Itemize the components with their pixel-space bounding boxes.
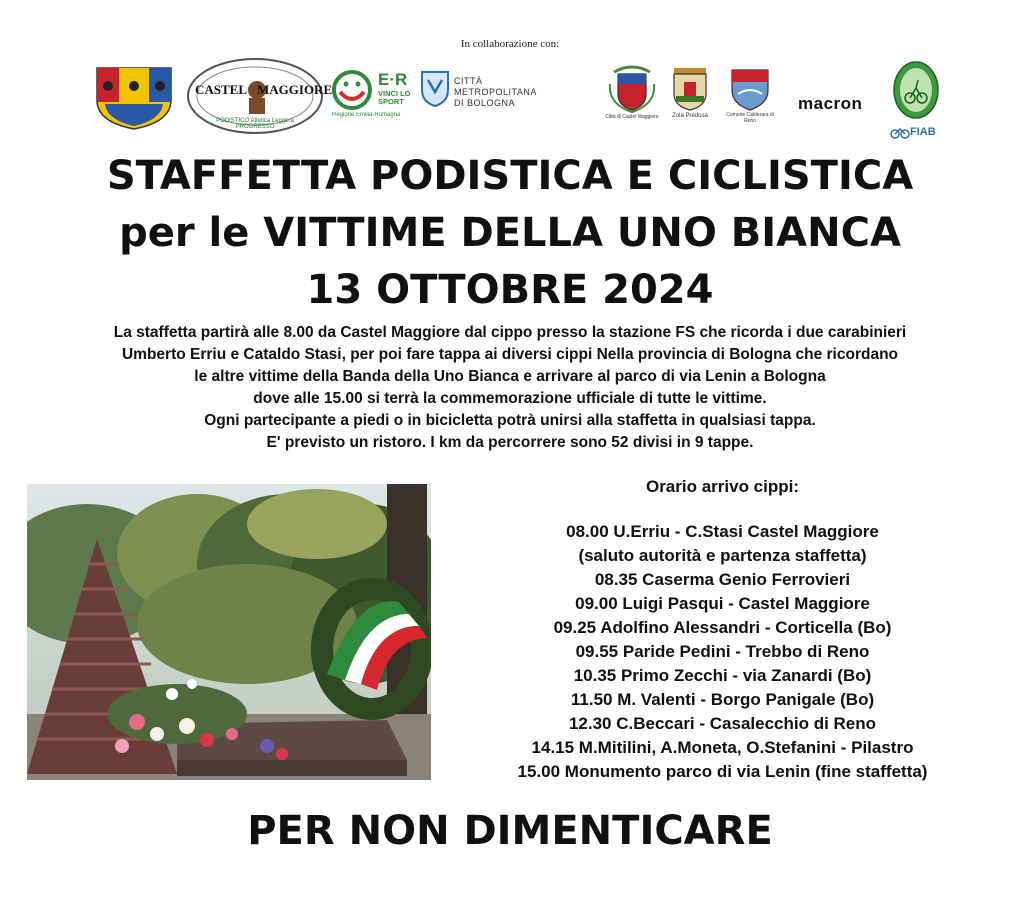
schedule-item: 08.00 U.Erriu - C.Stasi Castel Maggiore xyxy=(566,522,879,541)
intro-line: Umberto Erriu e Cataldo Stasi, per poi fare tappa ai diversi cippi Nella provincia di Bologna che ricordano xyxy=(121,346,899,363)
crest-icon xyxy=(604,64,660,114)
intro-line: Ogni partecipante a piedi o in bicicletta potrà unirsi alla staffetta in qualsiasi tappa. xyxy=(204,412,816,429)
bicycle-icon xyxy=(890,127,910,139)
memorial-image xyxy=(27,484,431,780)
castel-main-text: MAGGIORE xyxy=(257,82,333,97)
footer-slogan: PER NON DIMENTICARE xyxy=(247,808,773,854)
schedule-item: 09.55 Paride Pedini - Trebbo di Reno xyxy=(575,642,870,661)
fiab-badge-icon xyxy=(888,60,944,124)
schedule-item: 12.30 C.Beccari - Casalecchio di Reno xyxy=(568,714,877,733)
schedule-item: 10.35 Primo Zecchi - via Zanardi (Bo) xyxy=(573,666,872,685)
intro-line: le altre vittime della Banda della Uno Bianca e arrivare al parco di via Lenin a Bologna xyxy=(194,368,826,385)
castel-maggiore-podistico-logo xyxy=(185,56,333,136)
emilia-romagna-sport-logo xyxy=(330,68,418,124)
shield-icon xyxy=(93,66,175,130)
castel-ring-text: PODISTICO Atletica Leggera PROGRESSO xyxy=(216,118,294,130)
calderara-di-reno-logo xyxy=(720,66,780,126)
arrival-schedule xyxy=(470,476,975,784)
fiab-text: FIAB xyxy=(910,126,936,138)
title-line-2: per le VITTIME DELLA UNO BIANCA xyxy=(119,210,901,256)
schedule-item: 14.15 M.Mitilini, A.Moneta, O.Stefanini - Pilastro xyxy=(531,738,914,757)
collaboration-label: In collaborazione con: xyxy=(460,38,560,50)
metro-shield-icon xyxy=(420,70,450,108)
smile-icon xyxy=(330,68,376,112)
zola-label: Zola Predosa xyxy=(672,113,708,119)
metro-line3: DI BOLOGNA xyxy=(454,98,516,108)
citta-metropolitana-logo xyxy=(420,70,537,112)
schedule-item: 08.35 Caserma Genio Ferrovieri xyxy=(594,570,851,589)
schedule-item: 15.00 Monumento parco di via Lenin (fine staffetta) xyxy=(517,762,928,781)
castle-crest-icon xyxy=(666,64,714,112)
calderara-crest-icon xyxy=(720,66,780,112)
intro-paragraph xyxy=(0,322,1020,454)
monument-photo xyxy=(27,484,431,780)
title-date: 13 OTTOBRE 2024 xyxy=(306,267,714,313)
calderara-label: Comune Calderara di Reno xyxy=(726,112,774,124)
intro-line: La staffetta partirà alle 8.00 da Castel Maggiore dal cippo presso la stazione FS che ricorda i due carabinieri xyxy=(113,324,907,341)
macron-logo: macron xyxy=(798,94,863,113)
metro-line2: METROPOLITANA xyxy=(454,87,537,97)
castel-maggiore-crest-logo xyxy=(604,64,660,126)
schedule-heading: Orario arrivo cippi: xyxy=(645,477,800,496)
schedule-item: (saluto autorità e partenza staffetta) xyxy=(578,546,867,565)
fiab-logo xyxy=(888,60,944,146)
metro-line1: CITTÀ xyxy=(454,76,483,86)
schedule-item: 09.00 Luigi Pasqui - Castel Maggiore xyxy=(575,594,870,613)
coat-of-arms-logo xyxy=(93,66,175,130)
zola-predosa-logo xyxy=(666,64,714,124)
title-line-1: STAFFETTA PODISTICA E CICLISTICA xyxy=(106,153,914,199)
cmg-label: Città di Castel Maggiore xyxy=(605,114,659,120)
schedule-item: 11.50 M. Valenti - Borgo Panigale (Bo) xyxy=(570,690,875,709)
castel-top-text: CASTEL xyxy=(195,82,248,97)
er-main-text: E·R xyxy=(378,70,408,89)
er-foot-text: Regione Emilia-Romagna xyxy=(332,112,401,118)
intro-line: E' previsto un ristoro. I km da percorrere sono 52 divisi in 9 tappe. xyxy=(266,434,754,451)
intro-line: dove alle 15.00 si terrà la commemorazione ufficiale di tutte le vittime. xyxy=(253,390,767,407)
schedule-item: 09.25 Adolfino Alessandri - Corticella (Bo) xyxy=(553,618,892,637)
er-sub-text: VINCI LO SPORT xyxy=(378,89,411,106)
